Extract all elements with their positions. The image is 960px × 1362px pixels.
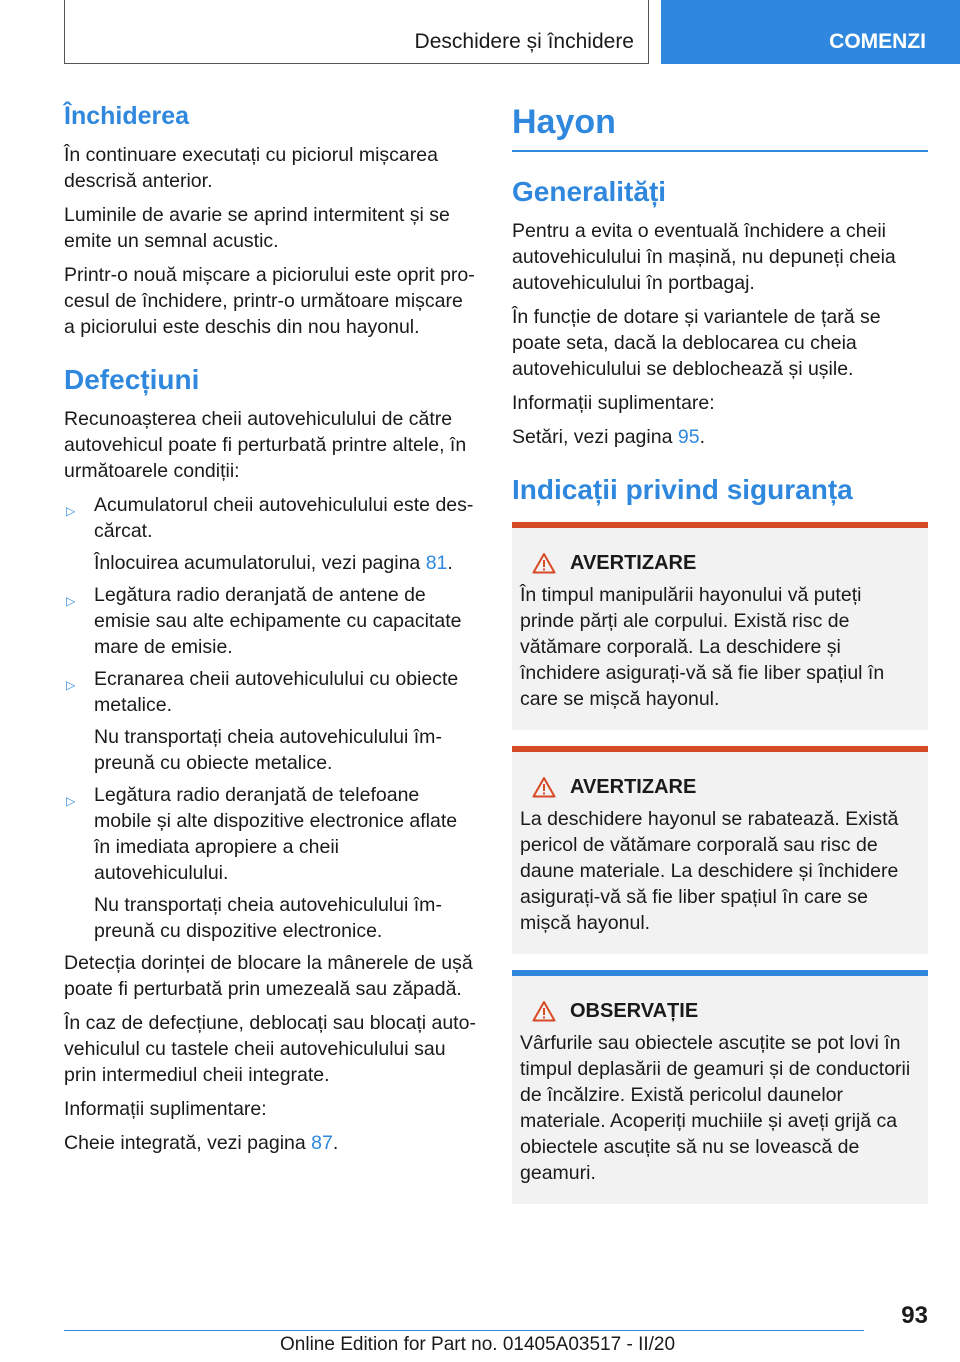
left-column (64, 96, 476, 1164)
closing-paragraph-1: În continuare executați cu piciorul mișcarea descrisă anterior. (64, 144, 438, 192)
general-heading: Generalități (512, 176, 667, 207)
page-link-87[interactable]: 87 (311, 1132, 333, 1154)
general-paragraph-1: Pentru a evita o eventuală închidere a cheii autovehiculului în mașină, nu depuneți cheia autovehiculului în portbagaj. (512, 220, 896, 294)
faults-intro: Recunoașterea cheii autovehiculului de către autovehicul poate fi perturbată printre altele, în următoarele condiții: (64, 408, 467, 482)
list-item-text: Ecranarea cheii autovehiculului cu obiecte metalice. (94, 668, 459, 716)
page-number: 93 (901, 1302, 928, 1329)
list-item (64, 782, 476, 944)
warning-triangle-icon (532, 552, 556, 574)
list-item (64, 666, 476, 776)
warning-title (532, 772, 920, 802)
header-chapter-tab[interactable] (661, 0, 960, 64)
reference-text: Setări, vezi pagina (512, 426, 678, 448)
warning-label: AVERTIZARE (570, 552, 697, 574)
list-item-text: Acumulatorul cheii autovehiculului este descărcat. (94, 494, 474, 542)
list-item-reference (94, 550, 476, 576)
integrated-key-reference (64, 1130, 476, 1156)
reference-suffix: . (447, 552, 453, 574)
warning-label: AVERTIZARE (570, 776, 697, 798)
header-section-box (64, 0, 649, 64)
list-item (64, 582, 476, 660)
warning-box (512, 522, 928, 730)
header-chapter-label: COMENZI (829, 30, 926, 53)
warning-triangle-icon (532, 1000, 556, 1022)
general-paragraph-2: În funcție de dotare și variantele de țară se poate seta, dacă la deblocarea cu cheia autovehiculului se deblochează și ușile. (512, 306, 881, 380)
closing-heading: Închiderea (64, 102, 190, 130)
header-section-title: Deschidere și închidere (414, 30, 634, 53)
closing-paragraph-2: Luminile de avarie se aprind intermitent și se emite un semnal acustic. (64, 204, 450, 252)
list-item-subtext: Nu transportați cheia autovehiculului împreună cu obiecte metalice. (94, 726, 442, 774)
faults-list (64, 492, 476, 944)
reference-text: Înlocuirea acumulatorului, vezi pagina (94, 552, 426, 574)
faults-paragraph-2: Detecția dorinței de blocare la mânerele de ușă poate fi perturbată prin umezeală sau zăpadă. (64, 952, 473, 1000)
warning-text: În timpul manipulării hayonului vă puteți prinde părți ale corpului. Există risc de vătămare corporală. La deschidere și închidere asigurați-vă să fie liber spațiul în care se mișcă hayonul. (520, 584, 885, 710)
page-link-95[interactable]: 95 (677, 426, 700, 448)
triangle-right-icon: ▷ (66, 504, 76, 518)
triangle-right-icon: ▷ (66, 594, 76, 608)
list-item (64, 492, 476, 576)
faults-paragraph-3: În caz de defecțiune, deblocați sau blocați autovehiculul cu tastele cheii autovehiculului sau prin intermediul cheii integrate. (64, 1012, 476, 1086)
closing-paragraph-3: Printr-o nouă mișcare a piciorului este oprit procesul de închidere, printr-o următoare mișcare a piciorului este deschis din nou hayonul. (64, 264, 475, 338)
more-info-label: Informații suplimentare: (64, 1098, 267, 1120)
footer-edition: Online Edition for Part no. 01405A03517 - II/20 (280, 1334, 676, 1355)
notice-title (532, 996, 920, 1026)
notice-text: Vârfurile sau obiectele ascuțite se pot lovi în timpul deplasării de geamuri și de conductorii de încălzire. Există pericolul daunelor materiale. Acoperiți muchiile și aveți grijă ca obiectele ascuțite să nu se lovească de geamuri. (520, 1032, 911, 1184)
warning-box (512, 746, 928, 954)
page-link-81[interactable]: 81 (425, 552, 448, 574)
reference-text: Cheie integrată, vezi pagina (64, 1132, 312, 1154)
faults-heading: Defecțiuni (64, 364, 200, 395)
list-item-text: Legătura radio deranjată de antene de emisie sau alte echipamente cu capacitate mare de emisie. (94, 584, 462, 658)
notice-label: OBSERVAȚIE (570, 1000, 699, 1022)
more-info-label: Informații suplimentare: (512, 392, 715, 414)
right-column (512, 96, 928, 1220)
page-title: Hayon (512, 96, 928, 152)
warning-text: La deschidere hayonul se rabatează. Există pericol de vătămare corporală sau risc de daune materiale. La deschidere și închidere asigurați-vă să fie liber spațiul în care se mișcă hayonul. (520, 808, 899, 934)
triangle-right-icon: ▷ (66, 678, 76, 692)
triangle-right-icon: ▷ (66, 794, 76, 808)
settings-reference (512, 424, 928, 450)
safety-heading: Indicații privind siguranța (512, 474, 853, 505)
footer-divider (64, 1330, 864, 1331)
list-item-subtext: Nu transportați cheia autovehiculului împreună cu dispozitive electronice. (94, 894, 442, 942)
warning-triangle-icon (532, 776, 556, 798)
list-item-text: Legătura radio deranjată de telefoane mobile și alte dispozitive electronice aflate în imediata apropiere a cheii autovehiculului. (94, 784, 458, 884)
reference-suffix: . (332, 1132, 339, 1154)
notice-box (512, 970, 928, 1204)
warning-title (532, 548, 920, 578)
reference-suffix: . (699, 426, 705, 448)
